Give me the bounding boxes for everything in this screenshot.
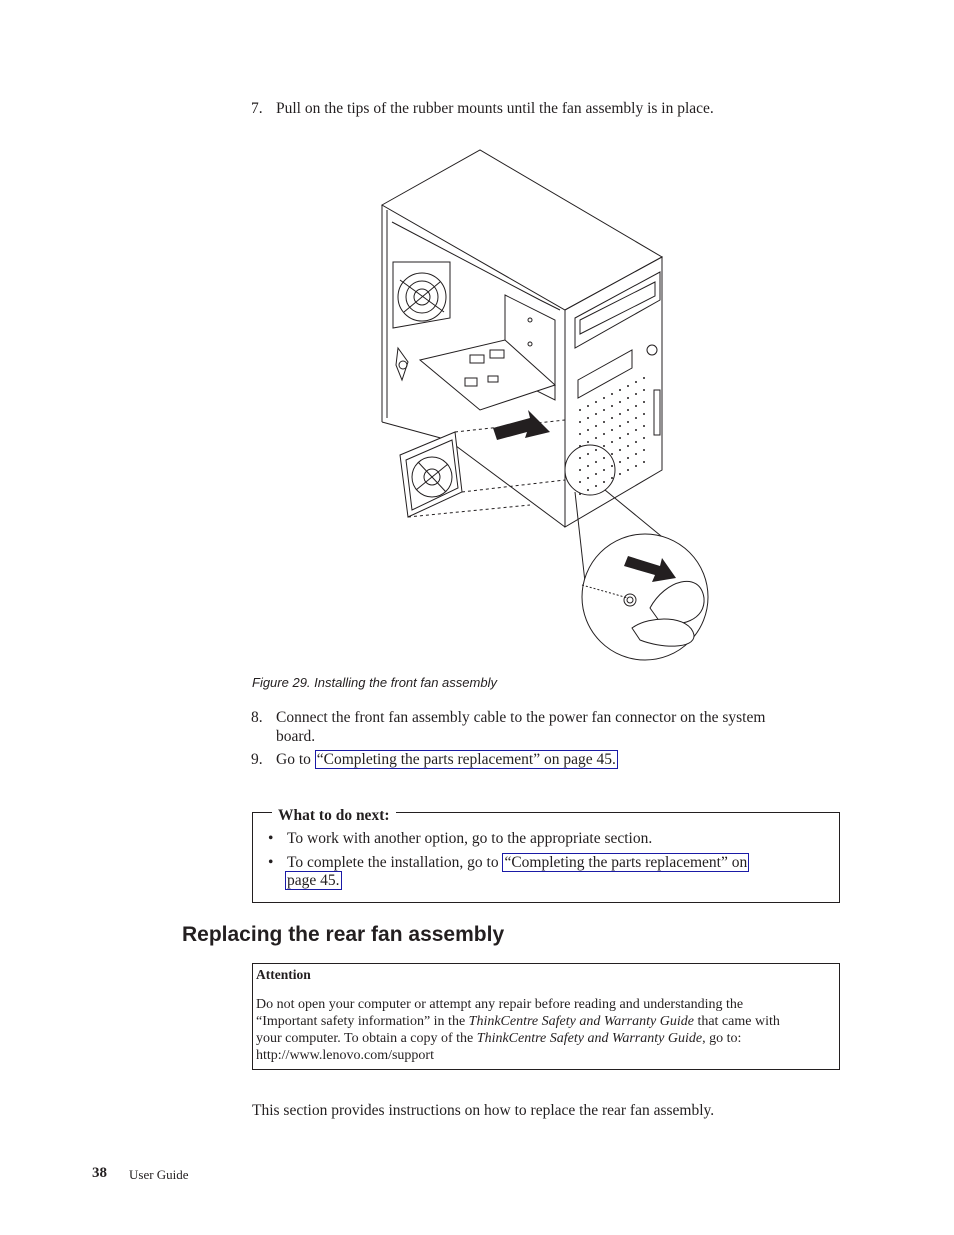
page-number: 38 — [92, 1165, 107, 1181]
guide-title-2: ThinkCentre Safety and Warranty Guide — [476, 1031, 703, 1046]
next-item-2-cont — [285, 871, 342, 890]
guide-title-1: ThinkCentre Safety and Warranty Guide — [468, 1014, 694, 1029]
attention-line2-post: that came with — [697, 1014, 780, 1029]
next-item-2-prefix: To complete the installation, go to — [287, 854, 499, 871]
attention-line3-pre: your computer. To obtain a copy of the — [256, 1031, 474, 1046]
step-8-text-line1: Connect the front fan assembly cable to the power fan connector on the system — [276, 709, 766, 726]
attention-line3 — [256, 1030, 741, 1047]
attention-line2 — [256, 1013, 780, 1030]
next-item-2 — [287, 853, 749, 872]
step-9-number: 9. — [251, 751, 263, 768]
section-heading: Replacing the rear fan assembly — [182, 923, 505, 946]
completing-parts-replacement-link-2b[interactable]: page 45. — [287, 872, 340, 889]
step-9-prefix: Go to — [276, 751, 311, 768]
step-8-text-line2: board. — [276, 728, 316, 745]
attention-title: Attention — [256, 967, 311, 982]
footer-doc-title: User Guide — [129, 1167, 189, 1182]
next-item-1: To work with another option, go to the appropriate section. — [287, 830, 653, 847]
attention-line3-post: , go to: — [702, 1031, 742, 1046]
step-8-number: 8. — [251, 709, 263, 726]
section-intro: This section provides instructions on how to replace the rear fan assembly. — [252, 1102, 715, 1119]
step-7-number: 7. — [251, 100, 263, 117]
fan-assembly-illustration — [380, 145, 715, 665]
attention-line2-pre: “Important safety information” in the — [256, 1014, 466, 1029]
what-to-do-next-title: What to do next: — [272, 806, 396, 825]
step-9-text — [276, 750, 618, 769]
completing-parts-replacement-link-2a[interactable]: “Completing the parts replacement” on — [504, 854, 748, 871]
step-7-text: Pull on the tips of the rubber mounts until the fan assembly is in place. — [276, 100, 714, 117]
bullet-1: • — [268, 830, 274, 847]
support-url: http://www.lenovo.com/support — [256, 1048, 434, 1063]
attention-line1: Do not open your computer or attempt any repair before reading and understanding the — [256, 997, 744, 1012]
figure-caption: Figure 29. Installing the front fan assembly — [252, 675, 497, 690]
completing-parts-replacement-link[interactable]: “Completing the parts replacement” on page 45. — [316, 751, 616, 768]
bullet-2: • — [268, 854, 274, 871]
